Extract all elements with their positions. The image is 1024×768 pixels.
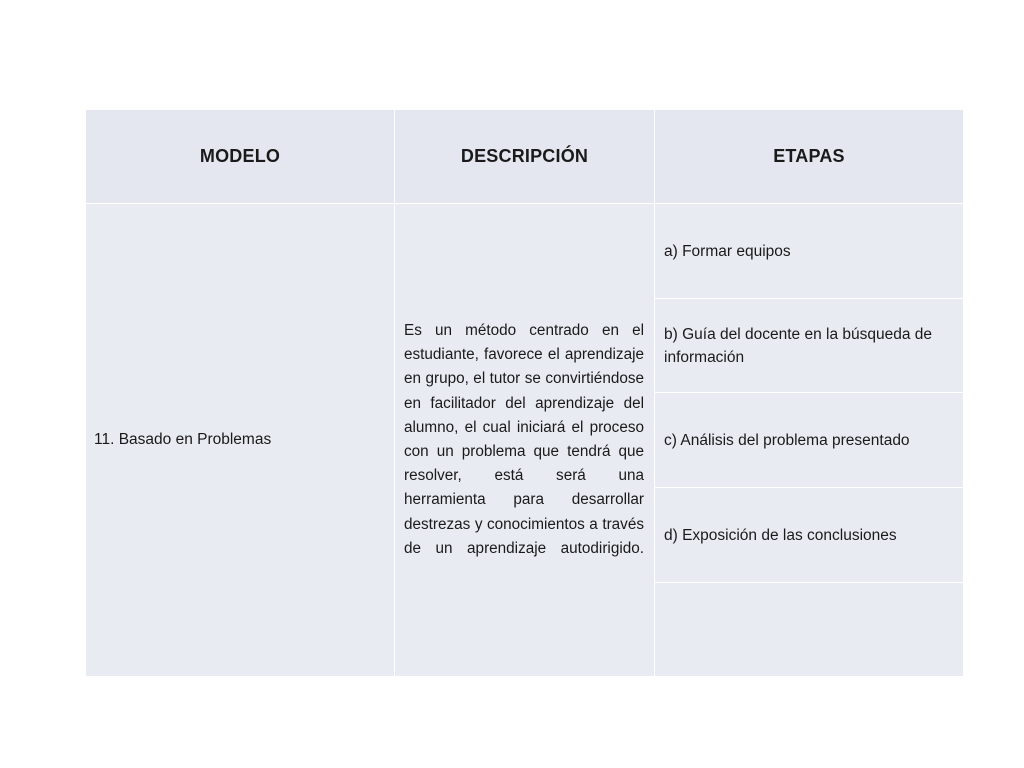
stage-label: b) Guía del docente en la búsqueda de información <box>664 325 933 366</box>
stage-cell-d <box>655 488 963 582</box>
models-table <box>86 110 963 673</box>
stage-cell-b <box>655 299 963 392</box>
stage-label: c) Análisis del problema presentado <box>664 431 910 449</box>
model-name-cell <box>86 204 394 676</box>
stage-cell-empty <box>655 583 963 676</box>
description-text: Es un método centrado en el estudiante, favorece el aprendizaje en grupo, el tutor se convirtiéndose en facilitador del aprendizaje del alumno, el cual iniciará el proceso con un problema que tendrá que resolver, está será una herramienta para desarrollar destrezas y conocimientos a través de un aprendizaje autodirigido. <box>404 321 644 557</box>
stage-cell-c <box>655 393 963 487</box>
header-etapas: ETAPAS <box>655 110 963 203</box>
stage-cell-a <box>655 204 963 298</box>
description-cell <box>395 204 654 676</box>
header-modelo: MODELO <box>86 110 394 203</box>
stage-label: d) Exposición de las conclusiones <box>664 526 897 544</box>
stage-label: a) Formar equipos <box>664 242 791 260</box>
header-descripcion: DESCRIPCIÓN <box>395 110 654 203</box>
model-name: 11. Basado en Problemas <box>94 431 272 448</box>
